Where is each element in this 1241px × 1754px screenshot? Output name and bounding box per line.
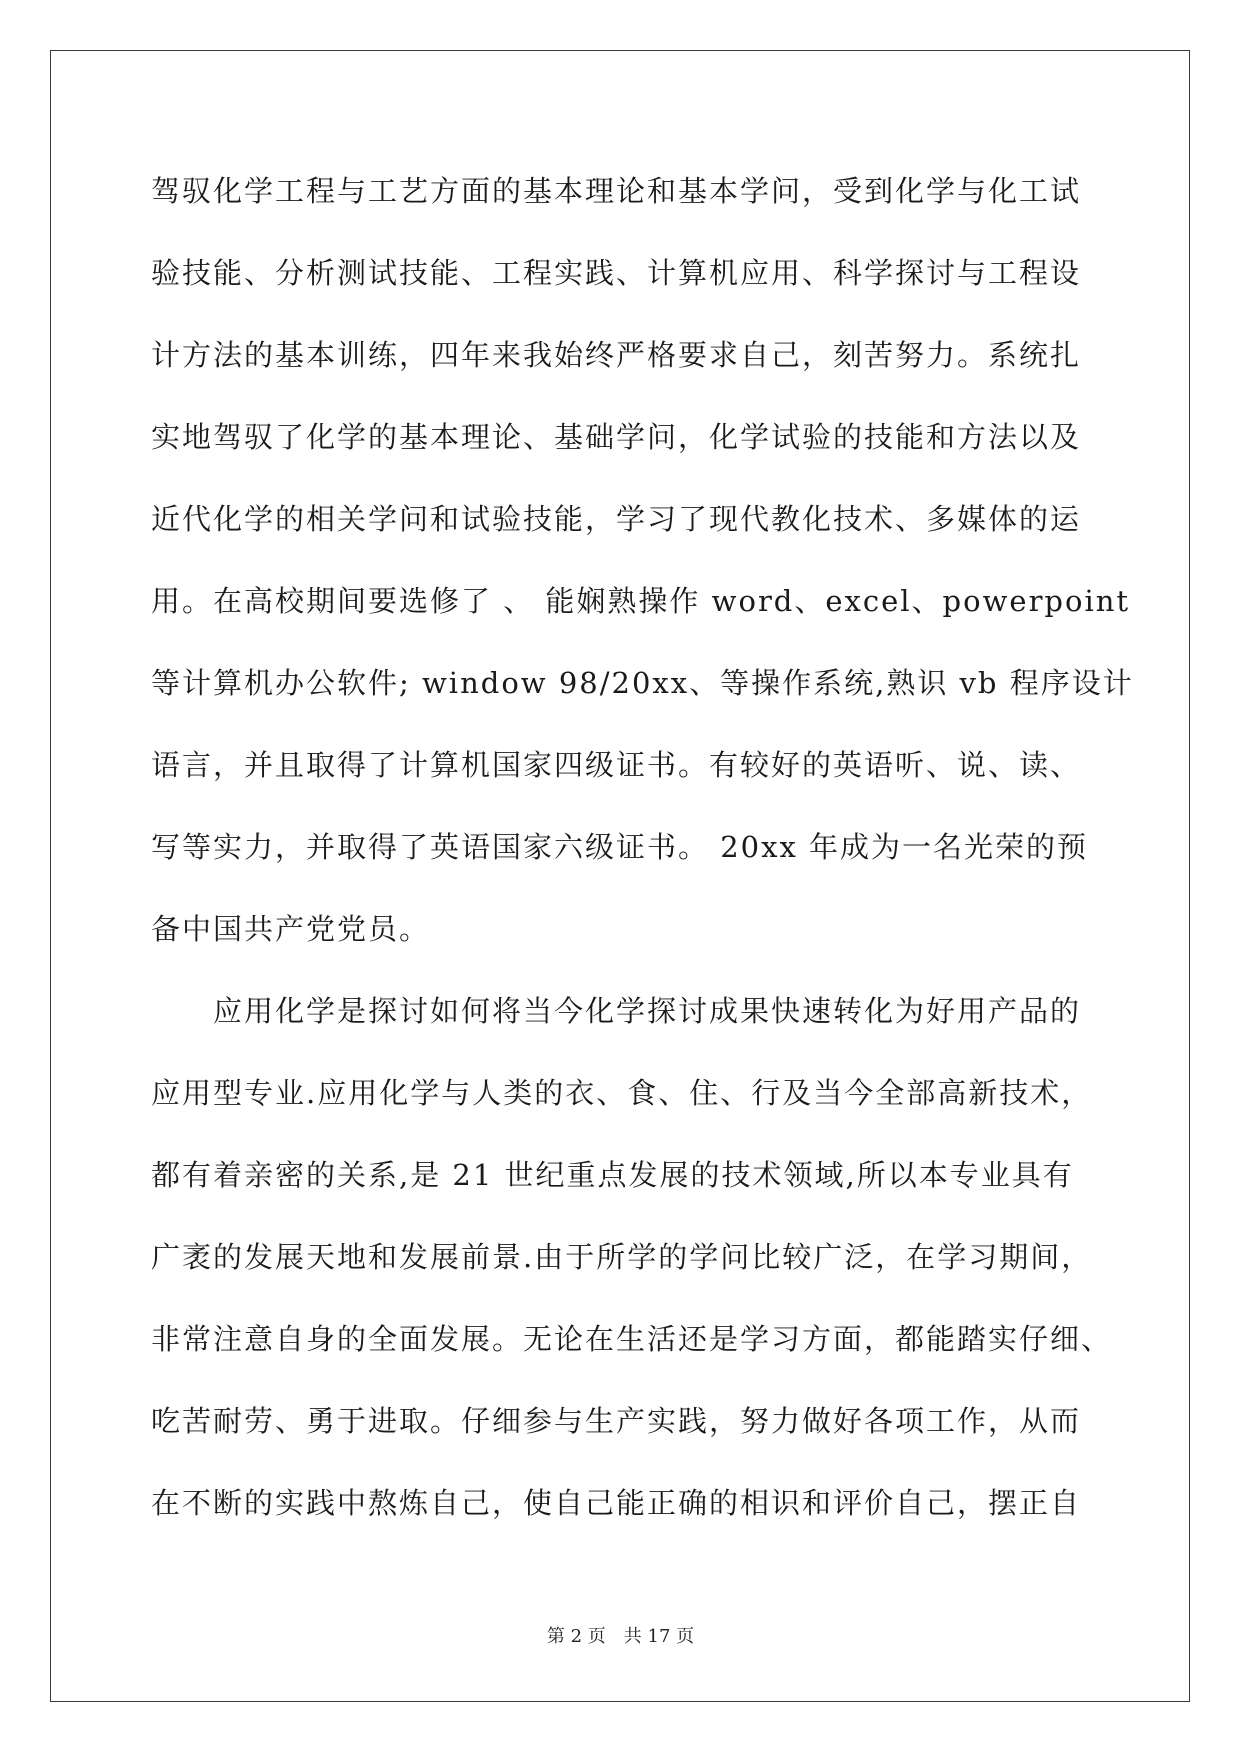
text-line: 吃苦耐劳、勇于进取。仔细参与生产实践，努力做好各项工作，从而 [151, 1404, 1082, 1438]
text-line: 驾驭化学工程与工艺方面的基本理论和基本学问，受到化学与化工试 [151, 174, 1082, 208]
text-line: 实地驾驭了化学的基本理论、基础学问，化学试验的技能和方法以及 [151, 420, 1082, 454]
text-line: 语言，并且取得了计算机国家四级证书。有较好的英语听、说、读、 [151, 748, 1082, 782]
text-line: 近代化学的相关学问和试验技能，学习了现代教化技术、多媒体的运 [151, 502, 1082, 536]
text-line: 备中国共产党党员。 [151, 912, 431, 946]
text-line: 都有着亲密的关系,是 21 世纪重点发展的技术领域,所以本专业具有 [151, 1158, 1074, 1192]
page-number-footer: 第 2 页 共 17 页 [546, 1626, 695, 1647]
text-line: 等计算机办公软件; window 98/20xx、等操作系统,熟识 vb 程序设计 [151, 666, 1134, 700]
text-line: 非常注意自身的全面发展。无论在生活还是学习方面，都能踏实仔细、 [151, 1322, 1113, 1356]
text-line: 验技能、分析测试技能、工程实践、计算机应用、科学探讨与工程设 [151, 256, 1082, 290]
text-line: 广袤的发展天地和发展前景.由于所学的学问比较广泛，在学习期间， [151, 1240, 1093, 1274]
text-line: 应用化学是探讨如何将当今化学探讨成果快速转化为好用产品的 [151, 994, 1082, 1028]
text-line: 计方法的基本训练，四年来我始终严格要求自己，刻苦努力。系统扎 [151, 338, 1082, 372]
text-line: 用。在高校期间要选修了 、 能娴熟操作 word、excel、powerpoint [151, 584, 1131, 618]
text-line: 写等实力，并取得了英语国家六级证书。 20xx 年成为一名光荣的预 [151, 830, 1089, 864]
text-line: 在不断的实践中熬炼自己，使自己能正确的相识和评价自己，摆正自 [151, 1486, 1082, 1520]
text-line: 应用型专业.应用化学与人类的衣、食、住、行及当今全部高新技术， [151, 1076, 1093, 1110]
document-body [151, 164, 1134, 1558]
